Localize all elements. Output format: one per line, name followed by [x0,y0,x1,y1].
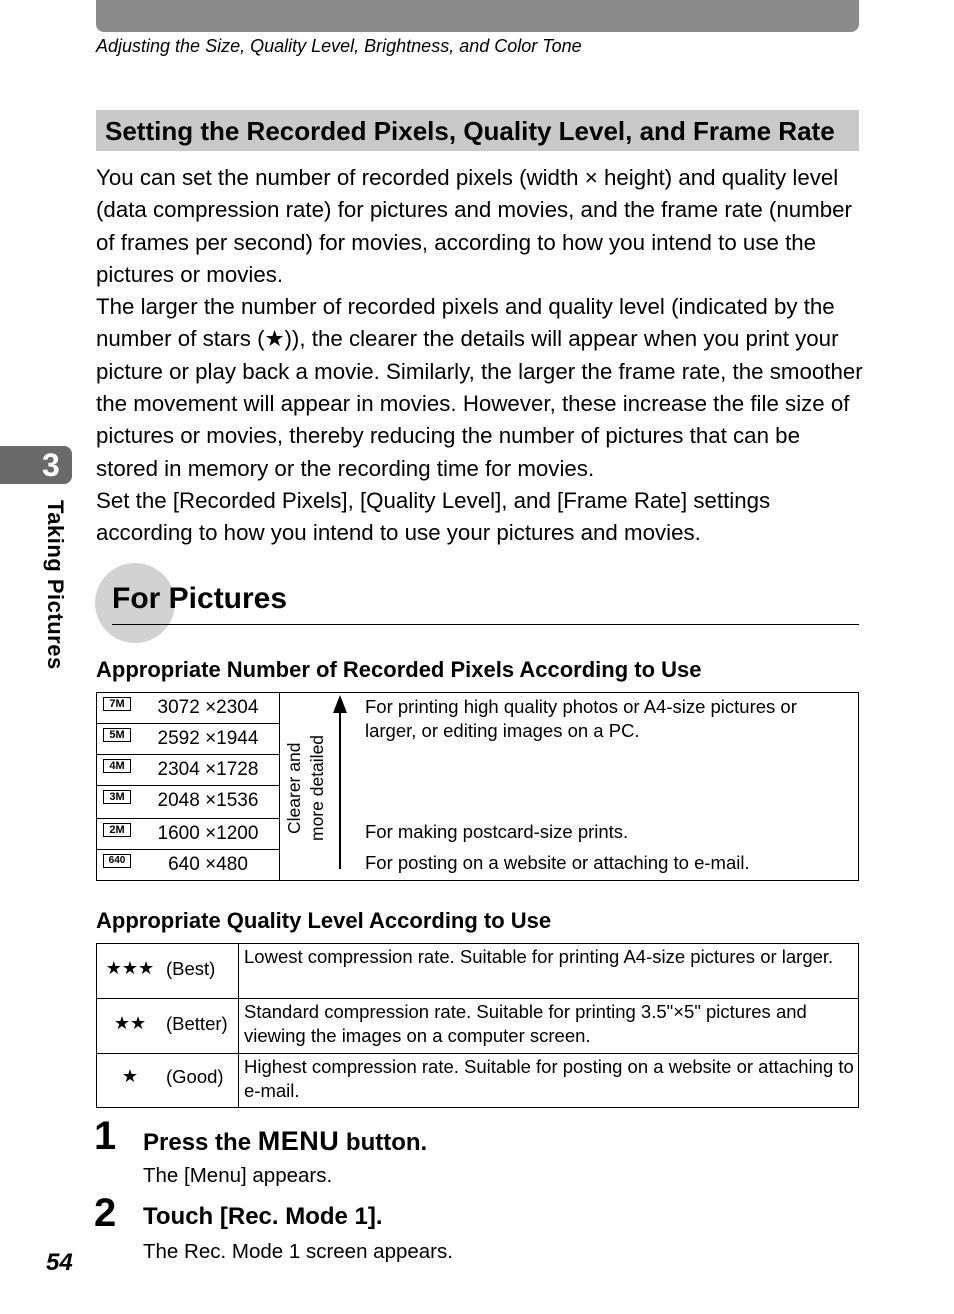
pixel-value: 2048 ×1536 [157,790,259,811]
use-high-quality: For printing high quality photos or A4-size pictures or larger, or editing images on a PC. [365,696,797,741]
step-number: 1 [94,1114,117,1158]
use-web: For posting on a website or attaching to e-mail. [365,852,750,873]
menu-key-label: MENU [257,1126,340,1156]
quality-table-heading: Appropriate Quality Level According to Use [96,908,552,933]
step-title-text: button. [339,1129,428,1156]
table-row [97,724,279,755]
step-title [143,1126,427,1157]
pixel-size-icon: 5M [103,728,131,742]
clearer-label-line1: Clearer and [284,742,304,834]
chapter-tab [0,446,72,484]
clearer-label [283,703,333,873]
chapter-number: 3 [42,447,60,483]
table-row [97,755,279,786]
pixel-size-icon: 2M [103,823,131,837]
arrow-shaft [339,709,341,869]
table-row [97,819,279,850]
pixel-value: 2592 ×1944 [157,728,259,749]
section-title-bar [96,110,859,151]
pixels-table [96,692,859,881]
quality-description: Standard compression rate. Suitable for printing 3.5"×5" pictures and viewing the images on a computer screen. [244,1001,807,1046]
table-row [97,693,279,724]
page-number: 54 [46,1249,73,1276]
table-row [97,786,279,819]
quality-description: Lowest compression rate. Suitable for printing A4-size pictures or larger. [244,946,834,967]
pixel-value: 1600 ×1200 [157,823,259,844]
star-rating: ★★ [113,1013,147,1033]
running-head: Adjusting the Size, Quality Level, Brightness, and Color Tone [96,36,582,56]
intro-paragraph-1: You can set the number of recorded pixels (width × height) and quality level (data compression rate) for pictures and movies, and the frame rate (number of frames per second) for movies, according to how you intend to use the pictures or movies. [96,165,852,287]
for-pictures-heading: For Pictures [112,582,288,615]
quality-label: (Good) [166,1066,224,1087]
header-bar [96,0,859,32]
table-row [97,999,858,1054]
quality-label: (Better) [166,1013,228,1034]
column-divider [279,693,280,880]
intro-text [96,162,866,550]
heading-rule [112,624,859,625]
pixel-value: 640 ×480 [168,854,248,875]
step-description: The [Menu] appears. [143,1164,333,1187]
table-row [97,850,279,880]
quality-label: (Best) [166,958,216,979]
table-row [97,944,858,999]
pixels-table-heading: Appropriate Number of Recorded Pixels According to Use [96,657,702,682]
pixel-value: 2304 ×1728 [157,759,259,780]
quality-description: Highest compression rate. Suitable for posting on a website or attaching to e-mail. [244,1056,854,1101]
step-title: Touch [Rec. Mode 1]. [143,1203,383,1230]
quality-table [96,943,859,1108]
intro-paragraph-2: The larger the number of recorded pixels and quality level (indicated by the number of stars (★)), the clearer the details will appear when you print your picture or play back a movie. Similarly, the larger the frame rate, the smoother the movement will appear in movies. However, these increase the file size of pictures or movies, thereby reducing the number of pictures that can be stored in memory or the recording time for movies. [96,294,863,481]
use-postcard: For making postcard-size prints. [365,821,629,842]
pixel-size-icon: 3M [103,790,131,804]
chapter-title: Taking Pictures [43,500,68,670]
clearer-label-line2: more detailed [307,734,327,842]
pixel-size-icon: 7M [103,697,131,711]
pixel-size-icon: 4M [103,759,131,773]
column-divider [238,944,239,1107]
star-rating: ★ [121,1066,139,1086]
step-title-text: Press the [143,1129,258,1156]
intro-paragraph-3: Set the [Recorded Pixels], [Quality Level], and [Frame Rate] settings according to how you intend to use your pictures and movies. [96,487,771,546]
step-description: The Rec. Mode 1 screen appears. [143,1240,453,1263]
pixel-size-icon: 640 [103,854,131,868]
star-rating: ★★★ [105,958,155,978]
table-row [97,1054,858,1109]
section-title: Setting the Recorded Pixels, Quality Level, and Frame Rate [105,116,835,146]
pixel-value: 3072 ×2304 [157,697,259,718]
step-number: 2 [94,1191,117,1235]
